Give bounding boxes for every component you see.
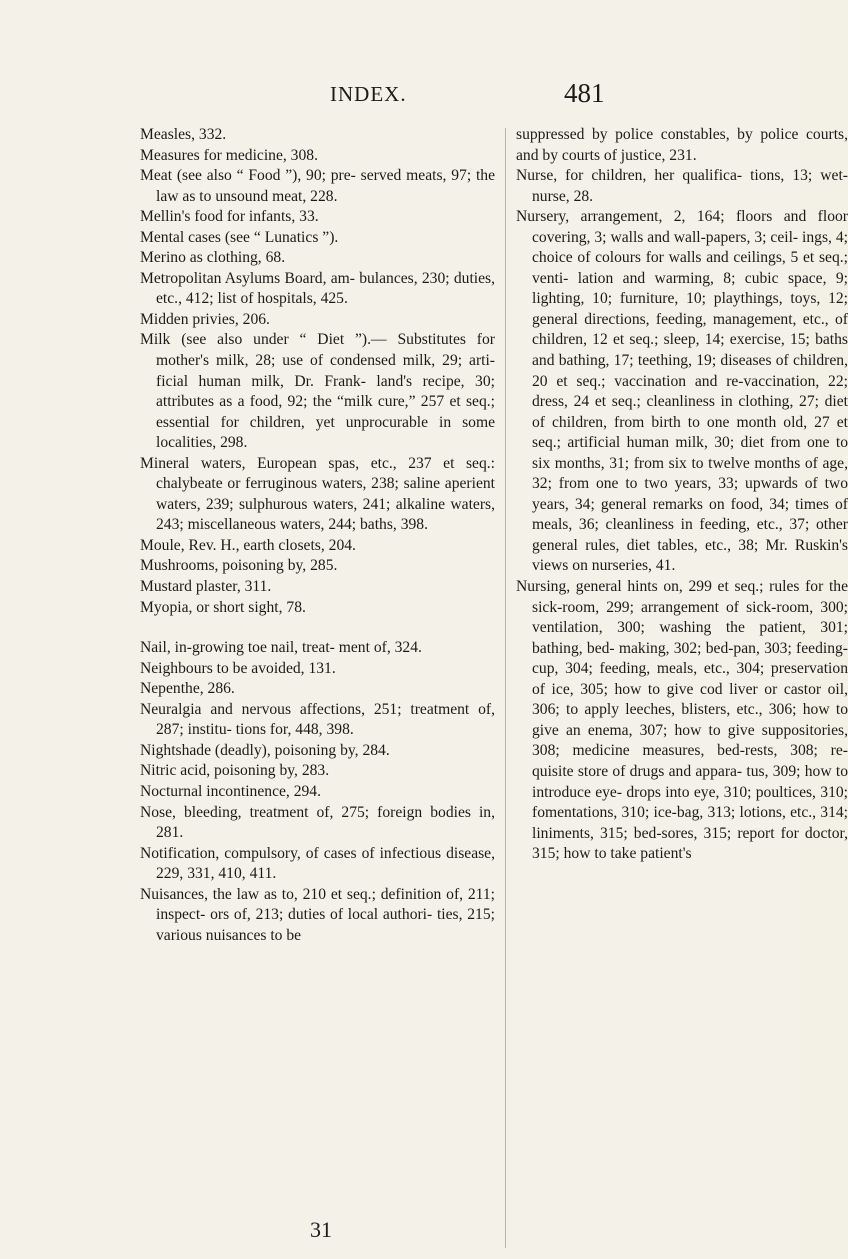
page-header — [0, 78, 800, 112]
index-entry: Neuralgia and nervous affections, 251; treatment of, 287; institu- tions for, 448, 398. — [140, 700, 495, 739]
index-entry: Nitric acid, poisoning by, 283. — [140, 762, 330, 780]
index-entry-continued: suppressed by police constables, by police courts, and by courts of justice, 231. — [516, 126, 848, 164]
index-entry: Measures for medicine, 308. — [140, 146, 318, 164]
index-entry: Nuisances, the law as to, 210 et seq.; definition of, 211; inspect- ors of, 213; duties of local authori- ties, 215; various nuisances to be — [140, 885, 495, 944]
index-entry: Mustard plaster, 311. — [140, 578, 272, 596]
index-entry: Myopia, or short sight, 78. — [140, 598, 306, 616]
running-title: INDEX. — [330, 82, 407, 106]
index-entry: Mental cases (see “ Lunatics ”). — [140, 228, 339, 246]
index-entry: Nursing, general hints on, 299 et seq.; rules for the sick-room, 299; arrangement of sick-room, 300; ventilation, 300; washing the patient, 301; bathing, bed- making, 302; bed-pan, 303; feeding-cup, 304; feeding, meals, etc., 304; preservation of ice, 305; how to give cod liver or castor oil, 306; to apply leeches, blisters, etc., 306; how to give an enema, 307; how to give suppositories, 308; medicine measures, bed-rests, 308; re- quisite store of drugs and appara- tus, 309; how to introduce eye- drops into eye, 310; poultices, 310; fomentations, 310; ice-bag, 313; lotions, etc., 314; liniments, 315; bed-sores, 315; report for doctor, 315; how to take patient's — [516, 578, 848, 863]
index-entry: Metropolitan Asylums Board, am- bulances, 230; duties, etc., 412; list of hospitals, 425. — [140, 269, 495, 308]
index-column-left — [140, 125, 495, 946]
index-entry: Nurse, for children, her qualifica- tions, 13; wet-nurse, 28. — [516, 167, 848, 205]
page-number: 481 — [564, 78, 605, 108]
index-entry: Moule, Rev. H., earth closets, 204. — [140, 536, 356, 554]
column-divider — [505, 128, 506, 1248]
index-entry: Milk (see also under “ Diet ”).— Substitutes for mother's milk, 28; use of condensed milk, 29; arti- ficial human milk, Dr. Frank- land's recipe, 30; attributes as a food, 92; the “milk cure,” 257 et seq.; essential for children, yet unprocurable in some localities, 298. — [140, 331, 495, 452]
index-entry: Measles, 332. — [140, 126, 227, 143]
letter-section-gap — [140, 618, 495, 638]
index-entry: Midden privies, 206. — [140, 310, 270, 328]
index-column-right — [516, 125, 848, 865]
index-entry: Nursery, arrangement, 2, 164; floors and floor covering, 3; walls and wall-papers, 3; ceil- ings, 4; choice of colours for walls and ceilings, 5 et seq.; venti- lation and warming, 8; cubic space, 9; lighting, 10; furniture, 10; playthings, toys, 12; general directions, feeding, management, etc., of children, 12 et seq.; sleep, 14; exercise, 15; baths and bathing, 17; teething, 19; diseases of children, 20 et seq.; vaccination and re-vaccination, 22; dress, 24 et seq.; cleanliness in clothing, 27; diet of children, from birth to one month old, 27 et seq.; artificial human milk, 30; diet from one to six months, 31; from six to twelve months of age, 32; from one to two years, 33; upwards of two years, 34; general remarks on food, 34; times of meals, 36; cleanliness in feeding, etc., 37; other general rules, diet tables, etc., 38; Mr. Ruskin's views on nurseries, 41. — [516, 208, 848, 575]
index-entry: Nightshade (deadly), poisoning by, 284. — [140, 741, 390, 759]
index-entry: Meat (see also “ Food ”), 90; pre- served meats, 97; the law as to unsound meat, 228. — [140, 167, 495, 205]
index-entry: Nose, bleeding, treatment of, 275; foreign bodies in, 281. — [140, 803, 495, 842]
signature-mark: 31 — [310, 1217, 332, 1242]
index-entry: Mellin's food for infants, 33. — [140, 208, 319, 226]
index-entry: Mushrooms, poisoning by, 285. — [140, 557, 338, 575]
index-entry: Nail, in-growing toe nail, treat- ment of, 324. — [140, 639, 422, 657]
index-entry: Nepenthe, 286. — [140, 680, 235, 698]
index-entry: Nocturnal incontinence, 294. — [140, 782, 322, 800]
index-entry: Notification, compulsory, of cases of infectious disease, 229, 331, 410, 411. — [140, 844, 495, 883]
index-entry: Neighbours to be avoided, 131. — [140, 659, 336, 677]
index-entry: Merino as clothing, 68. — [140, 249, 286, 267]
index-entry: Mineral waters, European spas, etc., 237 et seq.: chalybeate or ferruginous waters, 238; saline aperient waters, 239; sulphurous waters, 241; alkaline waters, 243; miscellaneous waters, 244; baths, 398. — [140, 454, 495, 534]
